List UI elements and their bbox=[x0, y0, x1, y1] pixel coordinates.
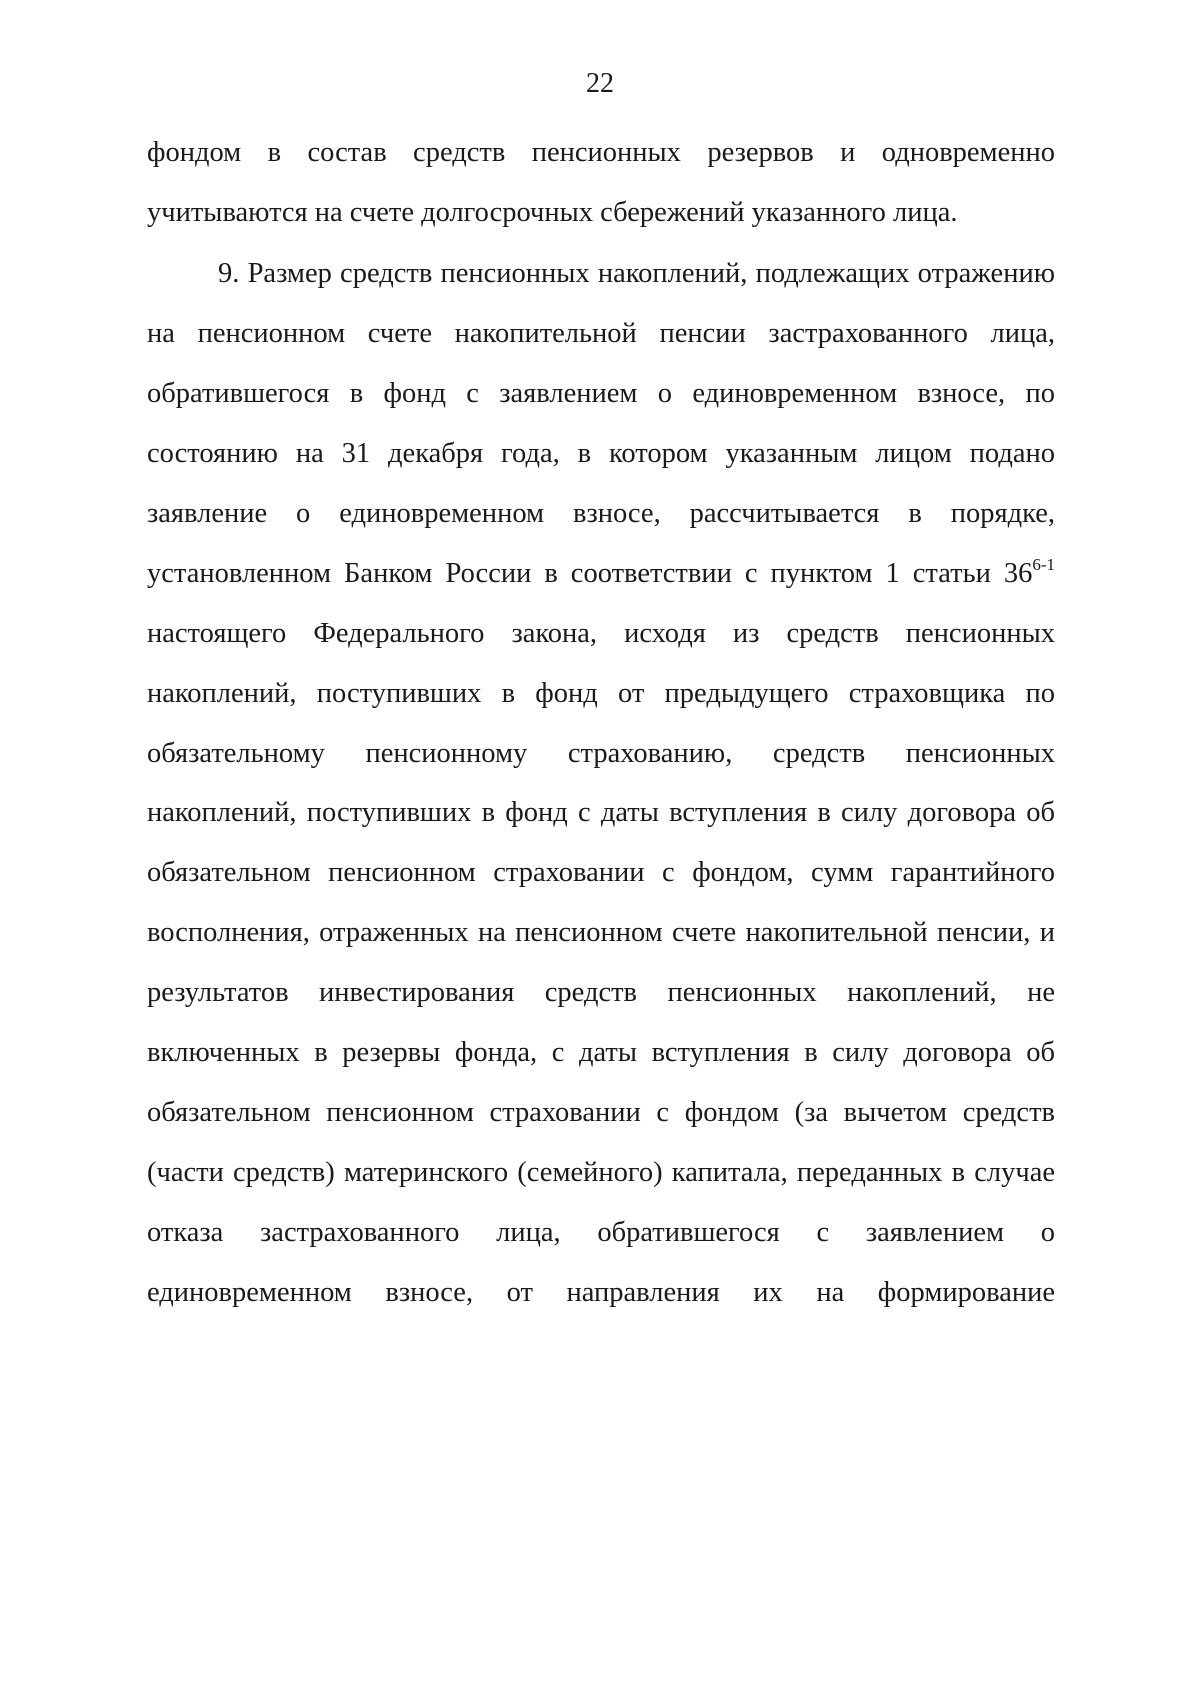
paragraph-9-first-line: 9. Размер средств пенсионных накоплений, подлежащих отражению bbox=[218, 258, 1055, 289]
text-line-with-superscript bbox=[147, 556, 1055, 595]
text-line: состоянию на 31 декабря года, в котором указанным лицом подано bbox=[147, 438, 1055, 469]
text-line: обязательном пенсионном страховании с фондом (за вычетом средств bbox=[147, 1097, 1055, 1128]
text-line: обязательному пенсионному страхованию, средств пенсионных bbox=[147, 738, 1055, 769]
text-line: результатов инвестирования средств пенсионных накоплений, не bbox=[147, 977, 1055, 1008]
text-line: учитываются на счете долгосрочных сбережений указанного лица. bbox=[147, 197, 958, 228]
text-line-main: установленном Банком России в соответствии с пунктом 1 статьи 36 bbox=[147, 558, 1033, 589]
page-number: 22 bbox=[586, 68, 614, 99]
text-line: накоплений, поступивших в фонд с даты вступления в силу договора об bbox=[147, 797, 1055, 828]
text-line: единовременном взносе, от направления их на формирование bbox=[147, 1277, 1055, 1308]
text-line: настоящего Федерального закона, исходя из средств пенсионных bbox=[147, 618, 1055, 649]
text-line: обязательном пенсионном страховании с фондом, сумм гарантийного bbox=[147, 857, 1055, 888]
text-line: заявление о единовременном взносе, рассчитывается в порядке, bbox=[147, 498, 1055, 529]
text-line: включенных в резервы фонда, с даты вступления в силу договора об bbox=[147, 1037, 1055, 1068]
text-line: отказа застрахованного лица, обратившегося с заявлением о bbox=[147, 1217, 1055, 1248]
text-line: фондом в состав средств пенсионных резервов и одновременно bbox=[147, 137, 1055, 168]
text-line: восполнения, отраженных на пенсионном счете накопительной пенсии, и bbox=[147, 917, 1055, 948]
text-line: (части средств) материнского (семейного) капитала, переданных в случае bbox=[147, 1157, 1055, 1188]
superscript: 6-1 bbox=[1032, 555, 1055, 574]
text-line: обратившегося в фонд с заявлением о единовременном взносе, по bbox=[147, 378, 1055, 409]
text-line: накоплений, поступивших в фонд от предыдущего страховщика по bbox=[147, 678, 1055, 709]
text-line: на пенсионном счете накопительной пенсии застрахованного лица, bbox=[147, 318, 1055, 349]
